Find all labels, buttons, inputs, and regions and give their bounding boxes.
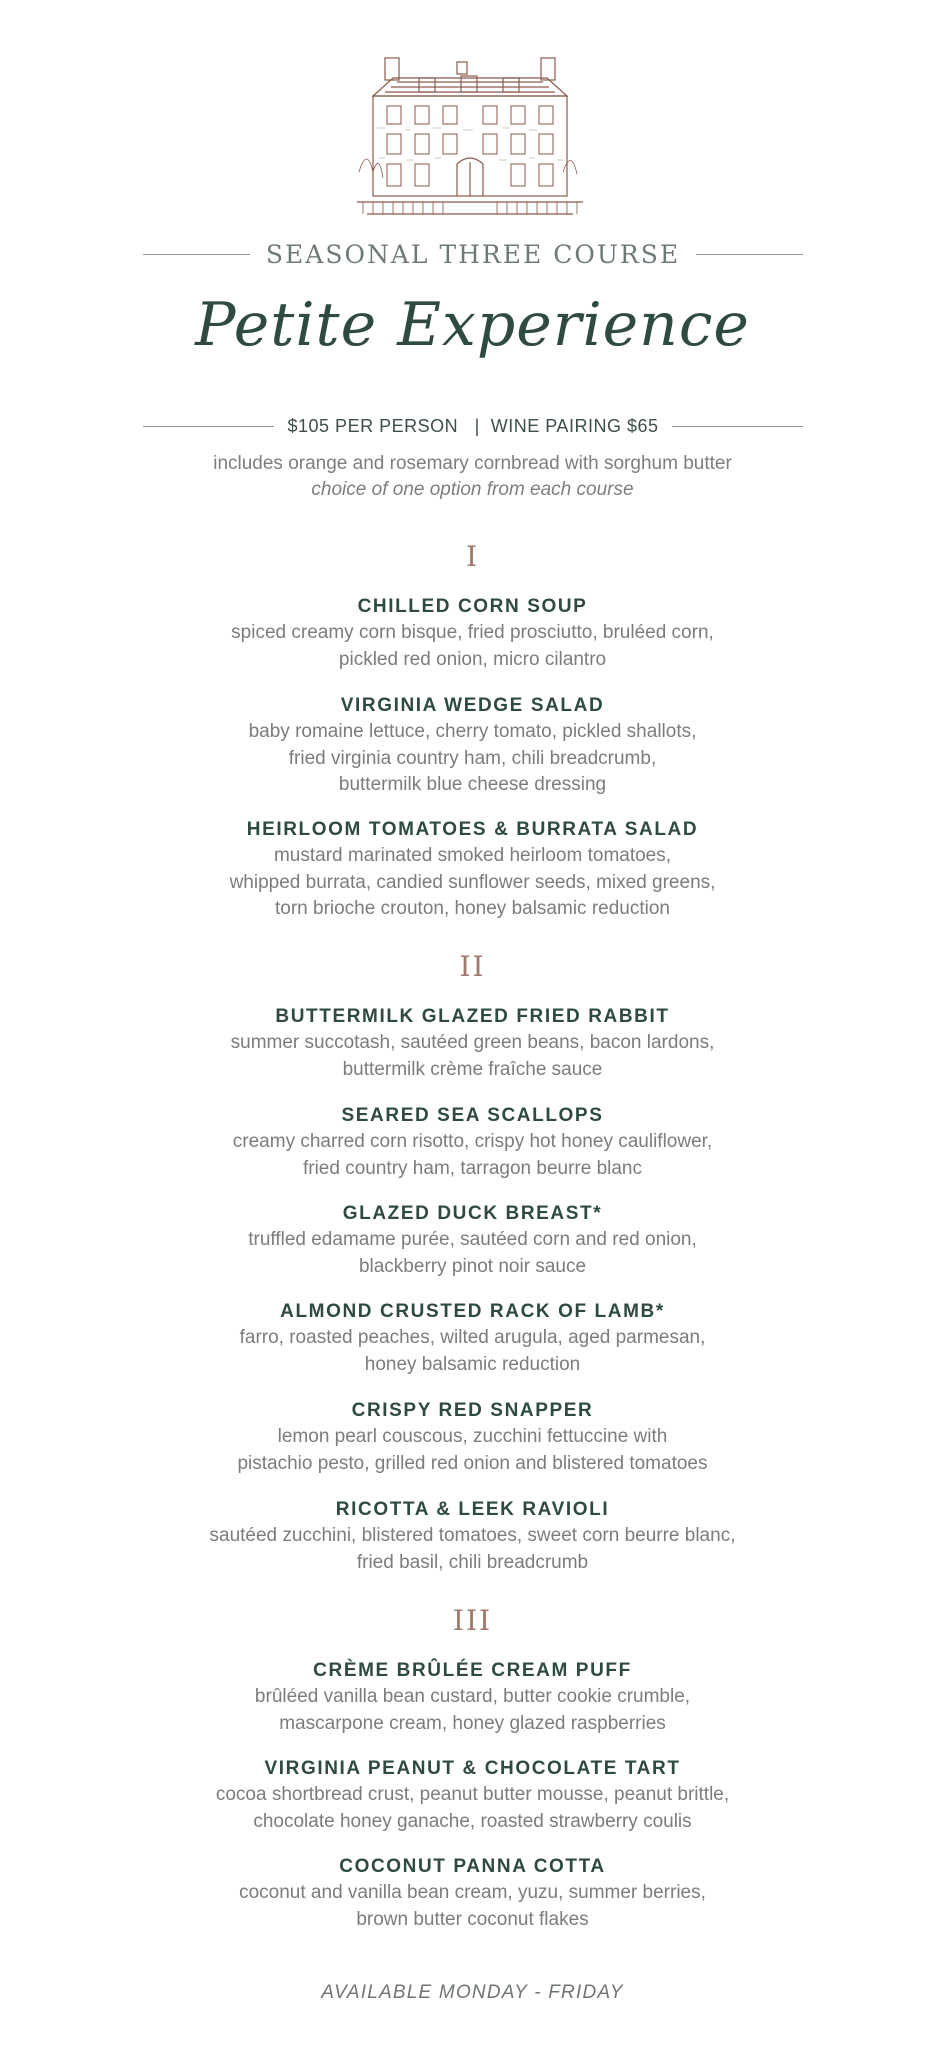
pricing-row (143, 416, 803, 437)
menu-item-description (120, 1325, 825, 1378)
menu-item-name: ALMOND CRUSTED RACK OF LAMB* (280, 1301, 665, 1322)
menu-item-description (120, 719, 825, 799)
description-line: summer succotash, sautéed green beans, bacon lardons, (230, 1032, 715, 1053)
menu-item-name: COCONUT PANNA COTTA (339, 1856, 606, 1877)
menu-item (120, 817, 825, 923)
description-line: pickled red onion, micro cilantro (338, 648, 607, 670)
description-line: lemon pearl couscous, zucchini fettuccine with (277, 1426, 668, 1447)
description-line: creamy charred corn risotto, crispy hot honey cauliflower, (232, 1131, 713, 1152)
menu-item-name: HEIRLOOM TOMATOES & BURRATA SALAD (246, 819, 699, 840)
menu-item-description (120, 1030, 825, 1083)
availability-note: AVAILABLE MONDAY - FRIDAY (321, 1982, 624, 2003)
course-numeral: III (452, 1604, 493, 1637)
menu-item-name: CHILLED CORN SOUP (357, 596, 588, 617)
description-line: brûléed vanilla bean custard, butter cookie crumble, (254, 1686, 691, 1707)
description-line: sautéed zucchini, blistered tomatoes, sweet corn beurre blanc, (209, 1525, 736, 1546)
description-line: honey balsamic reduction (364, 1353, 581, 1375)
menu-item (120, 693, 825, 799)
menu-item-name: CRÈME BRÛLÉE CREAM PUFF (313, 1660, 632, 1681)
description-line: pistachio pesto, grilled red onion and blistered tomatoes (237, 1452, 708, 1474)
menu-item (120, 594, 825, 673)
description-line: mascarpone cream, honey glazed raspberries (279, 1712, 666, 1734)
menu-item-description (120, 1129, 825, 1182)
menu-item-name: RICOTTA & LEEK RAVIOLI (335, 1499, 610, 1520)
divider-right (672, 426, 803, 427)
description-line: fried virginia country ham, chili breadcrumb, (288, 747, 657, 769)
menu-item-description (120, 1523, 825, 1576)
menu-item-description (120, 1684, 825, 1737)
description-line: spiced creamy corn bisque, fried prosciutto, bruléed corn, (231, 622, 714, 643)
seasonal-heading-row (143, 240, 803, 269)
menu-item-name: VIRGINIA WEDGE SALAD (340, 695, 605, 716)
menu-item-name: CRISPY RED SNAPPER (351, 1400, 594, 1421)
menu-item-description (120, 1782, 825, 1835)
description-line: whipped burrata, candied sunflower seeds, mixed greens, (229, 871, 716, 893)
description-line: blackberry pinot noir sauce (358, 1255, 587, 1277)
course-numeral: I (465, 540, 480, 573)
description-line: mustard marinated smoked heirloom tomatoes, (273, 845, 672, 866)
menu-item (120, 1658, 825, 1737)
menu-item (120, 1756, 825, 1835)
description-line: torn brioche crouton, honey balsamic reduction (274, 898, 670, 919)
divider-right (696, 254, 803, 255)
colonial-house-logo-icon (357, 52, 583, 222)
description-line: cocoa shortbread crust, peanut butter mousse, peanut brittle, (215, 1784, 730, 1805)
menu-item (120, 1398, 825, 1477)
menu-item (120, 1004, 825, 1083)
section-heading: SEASONAL THREE COURSE (265, 240, 681, 269)
menu-item (120, 1497, 825, 1576)
divider-left (143, 426, 274, 427)
description-line: brown butter coconut flakes (356, 1908, 589, 1930)
menu-item-name: GLAZED DUCK BREAST* (342, 1203, 603, 1224)
description-line: chocolate honey ganache, roasted strawberry coulis (253, 1810, 692, 1832)
description-line: buttermilk blue cheese dressing (338, 774, 607, 795)
menu-title: Petite Experience (195, 290, 750, 360)
menu-item (120, 1103, 825, 1182)
description-line: truffled edamame purée, sautéed corn and red onion, (248, 1229, 697, 1250)
menu-item-description (120, 1880, 825, 1933)
description-line: buttermilk crème fraîche sauce (342, 1058, 603, 1080)
description-line: baby romaine lettuce, cherry tomato, pickled shallots, (248, 721, 697, 742)
pricing-text: $105 PER PERSON | WINE PAIRING $65 (287, 416, 659, 436)
description-line: farro, roasted peaches, wilted arugula, aged parmesan, (239, 1327, 706, 1348)
menu-item (120, 1201, 825, 1280)
course-numeral: II (459, 950, 486, 983)
divider-left (143, 254, 250, 255)
intro-note: choice of one option from each course (311, 479, 634, 500)
menu-item-description (120, 843, 825, 923)
menu-item-name: VIRGINIA PEANUT & CHOCOLATE TART (264, 1758, 681, 1779)
description-line: fried country ham, tarragon beurre blanc (302, 1157, 642, 1179)
description-line: fried basil, chili breadcrumb (356, 1551, 589, 1573)
menu-item-description (120, 1424, 825, 1477)
description-line: coconut and vanilla bean cream, yuzu, summer berries, (239, 1882, 706, 1903)
menu-item-description (120, 1227, 825, 1280)
menu-item (120, 1854, 825, 1933)
menu-item-name: SEARED SEA SCALLOPS (341, 1105, 604, 1126)
menu-item (120, 1299, 825, 1378)
menu-item-description (120, 620, 825, 673)
menu-item-name: BUTTERMILK GLAZED FRIED RABBIT (275, 1006, 670, 1027)
intro-text: includes orange and rosemary cornbread with sorghum butter (213, 453, 732, 474)
